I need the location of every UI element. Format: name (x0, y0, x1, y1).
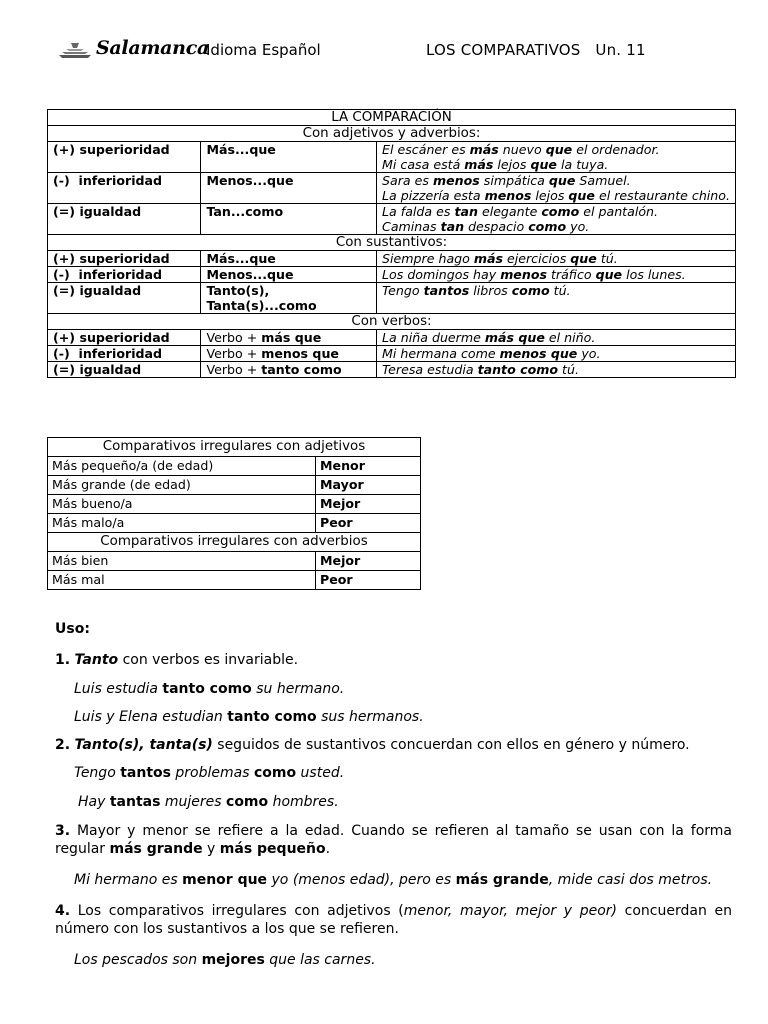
comparison-type: (+) superioridad (48, 330, 201, 346)
example-text: Mi casa está (382, 157, 465, 172)
table-row (48, 142, 736, 173)
form-bold: tanto como (261, 362, 342, 377)
example-sentence (382, 188, 730, 203)
comparative-phrase: Más bien (48, 552, 316, 571)
comparison-type: (-) inferioridad (48, 346, 201, 362)
example-text: elegante (477, 204, 542, 219)
table-row (48, 251, 736, 267)
example-text: La niña duerme (382, 330, 485, 345)
example-text: La pizzería esta (382, 188, 485, 203)
page-header (58, 38, 708, 64)
example-sentence (382, 283, 730, 298)
highlight-word: menos que (499, 346, 578, 361)
comparison-form: Tanto(s), Tanta(s)...como (201, 283, 377, 314)
comparison-examples (377, 173, 736, 204)
irregular-form: Mejor (316, 552, 421, 571)
section-heading: Comparativos irregulares con adverbios (48, 533, 421, 552)
table-title-row (48, 110, 736, 126)
comparative-phrase: Más bueno/a (48, 495, 316, 514)
example-text: el pantalón. (579, 204, 659, 219)
comparative-phrase: Más pequeño/a (de edad) (48, 457, 316, 476)
document-title: LOS COMPARATIVOS Un. 11 (426, 41, 646, 59)
form-plain: Verbo + (206, 346, 262, 361)
table-row (48, 346, 736, 362)
uso-example-4: Los pescados son mejores que las carnes. (74, 952, 376, 968)
section-heading-row (48, 314, 736, 330)
comparison-form: Menos...que (201, 267, 377, 283)
example-text: El escáner es (382, 142, 470, 157)
highlight-word: más (464, 157, 494, 172)
example-text: Teresa estudia (382, 362, 478, 377)
example-text: simpática (479, 173, 549, 188)
uso-example-1b: Luis y Elena estudian tanto como sus hermanos. (74, 709, 424, 725)
form-bold: más que (261, 330, 322, 345)
example-text: tú. (558, 362, 579, 377)
example-text: Tengo (382, 283, 424, 298)
example-text: el ordenador. (572, 142, 660, 157)
section-heading-row (48, 533, 421, 552)
form-bold: menos que (261, 346, 339, 361)
example-sentence (382, 267, 730, 282)
example-text: ejercicios (503, 251, 571, 266)
highlight-word: más (473, 251, 503, 266)
example-text: Siempre hago (382, 251, 474, 266)
section-heading-row (48, 235, 736, 251)
example-sentence (382, 173, 730, 188)
highlight-word: como (511, 283, 550, 298)
highlight-word: más que (484, 330, 545, 345)
example-text: despacio (464, 219, 529, 234)
highlight-word: como (528, 219, 567, 234)
section-heading-row (48, 126, 736, 142)
uso-point-2: 2. Tanto(s), tanta(s) seguidos de sustantivos concuerdan con ellos en género y número. (55, 737, 690, 753)
comparison-examples (377, 362, 736, 378)
form-plain: Verbo + (206, 362, 262, 377)
comparison-examples (377, 283, 736, 314)
form-plain: Verbo + (206, 330, 262, 345)
example-text: Sara es (382, 173, 433, 188)
example-text: Samuel. (575, 173, 631, 188)
uso-example-3: Mi hermano es menor que yo (menos edad), pero es más grande, mide casi dos metros. (74, 872, 713, 888)
highlight-word: menos (432, 173, 480, 188)
example-text: el niño. (544, 330, 596, 345)
section-heading: Con adjetivos y adverbios: (48, 126, 736, 142)
section-heading: Con sustantivos: (48, 235, 736, 251)
comparison-form (201, 330, 377, 346)
uso-point-1: 1. Tanto con verbos es invariable. (55, 652, 299, 668)
example-text: tú. (549, 283, 571, 298)
highlight-word: que (568, 188, 595, 203)
comparison-form: Más...que (201, 251, 377, 267)
example-text: Caminas (382, 219, 441, 234)
irregular-comparatives-table (47, 437, 421, 590)
comparison-type: (+) superioridad (48, 142, 201, 173)
comparison-form: Tan...como (201, 204, 377, 235)
comparison-type: (=) igualdad (48, 204, 201, 235)
highlight-word: menos (484, 188, 532, 203)
example-text: Los domingos hay (382, 267, 501, 282)
table-row (48, 514, 421, 533)
example-sentence (382, 157, 730, 172)
comparison-type: (-) inferioridad (48, 173, 201, 204)
table-row (48, 457, 421, 476)
example-text: libros (469, 283, 512, 298)
comparison-examples (377, 204, 736, 235)
comparison-examples (377, 346, 736, 362)
highlight-word: tan (454, 204, 478, 219)
irregular-form: Menor (316, 457, 421, 476)
highlight-word: tanto como (477, 362, 559, 377)
highlight-word: tan (440, 219, 465, 234)
highlight-word: tantos (423, 283, 470, 298)
comparison-form (201, 346, 377, 362)
table-row (48, 267, 736, 283)
comparison-type: (=) igualdad (48, 283, 201, 314)
example-text: yo. (566, 219, 590, 234)
example-text: nuevo (498, 142, 546, 157)
comparison-examples (377, 251, 736, 267)
table-row (48, 552, 421, 571)
example-sentence (382, 251, 730, 266)
highlight-word: que (545, 142, 573, 157)
table-row (48, 283, 736, 314)
example-text: Mi hermana come (382, 346, 500, 361)
uso-example-1a: Luis estudia tanto como su hermano. (74, 681, 345, 697)
section-heading-row (48, 438, 421, 457)
table-row (48, 204, 736, 235)
example-text: los lunes. (622, 267, 686, 282)
highlight-word: como (541, 204, 580, 219)
irregular-form: Peor (316, 571, 421, 590)
table-row (48, 495, 421, 514)
comparative-phrase: Más malo/a (48, 514, 316, 533)
comparison-form: Menos...que (201, 173, 377, 204)
table-row (48, 173, 736, 204)
table-row (48, 571, 421, 590)
salamanca-logo-icon (58, 40, 92, 60)
example-sentence (382, 204, 730, 219)
example-sentence (382, 346, 730, 361)
comparison-form (201, 362, 377, 378)
highlight-word: que (530, 157, 557, 172)
highlight-word: menos (500, 267, 547, 282)
table-row (48, 330, 736, 346)
table-title: LA COMPARACIÓN (48, 110, 736, 126)
uso-point-4: 4. Los comparativos irregulares con adjetivos (menor, mayor, mejor y peor) concuerdan en número con los sustantivos a los que se refieren. (55, 903, 732, 937)
brand-subtitle: Idioma Español (206, 41, 321, 59)
example-sentence (382, 142, 730, 157)
comparison-type: (-) inferioridad (48, 267, 201, 283)
comparison-type: (+) superioridad (48, 251, 201, 267)
example-sentence (382, 330, 730, 345)
comparison-type: (=) igualdad (48, 362, 201, 378)
example-text: lejos (531, 188, 569, 203)
comparison-examples (377, 142, 736, 173)
example-text: el restaurante chino. (594, 188, 730, 203)
example-sentence (382, 362, 730, 377)
example-sentence (382, 219, 730, 234)
example-text: tráfico (546, 267, 596, 282)
irregular-form: Mejor (316, 495, 421, 514)
example-text: yo. (577, 346, 601, 361)
section-heading: Con verbos: (48, 314, 736, 330)
example-text: la tuya. (556, 157, 609, 172)
uso-example-2a: Tengo tantos problemas como usted. (74, 765, 345, 781)
comparative-phrase: Más mal (48, 571, 316, 590)
comparison-examples (377, 267, 736, 283)
table-row (48, 362, 736, 378)
section-heading: Comparativos irregulares con adjetivos (48, 438, 421, 457)
uso-point-3: 3. Mayor y menor se refiere a la edad. Cuando se refieren al tamaño se usan con la forma regular más grande y más pequeño. (55, 823, 732, 857)
brand-name: Salamanca (96, 37, 209, 59)
uso-example-2b: Hay tantas mujeres como hombres. (78, 794, 339, 810)
example-text: lejos (493, 157, 531, 172)
irregular-form: Mayor (316, 476, 421, 495)
uso-heading: Uso: (55, 621, 90, 637)
highlight-word: que (548, 173, 576, 188)
comparison-examples (377, 330, 736, 346)
example-text: tú. (596, 251, 618, 266)
comparative-phrase: Más grande (de edad) (48, 476, 316, 495)
highlight-word: que (595, 267, 623, 282)
example-text: La falda es (382, 204, 455, 219)
highlight-word: más (469, 142, 499, 157)
comparison-form: Más...que (201, 142, 377, 173)
comparison-table (47, 109, 736, 378)
irregular-form: Peor (316, 514, 421, 533)
table-row (48, 476, 421, 495)
highlight-word: que (570, 251, 597, 266)
